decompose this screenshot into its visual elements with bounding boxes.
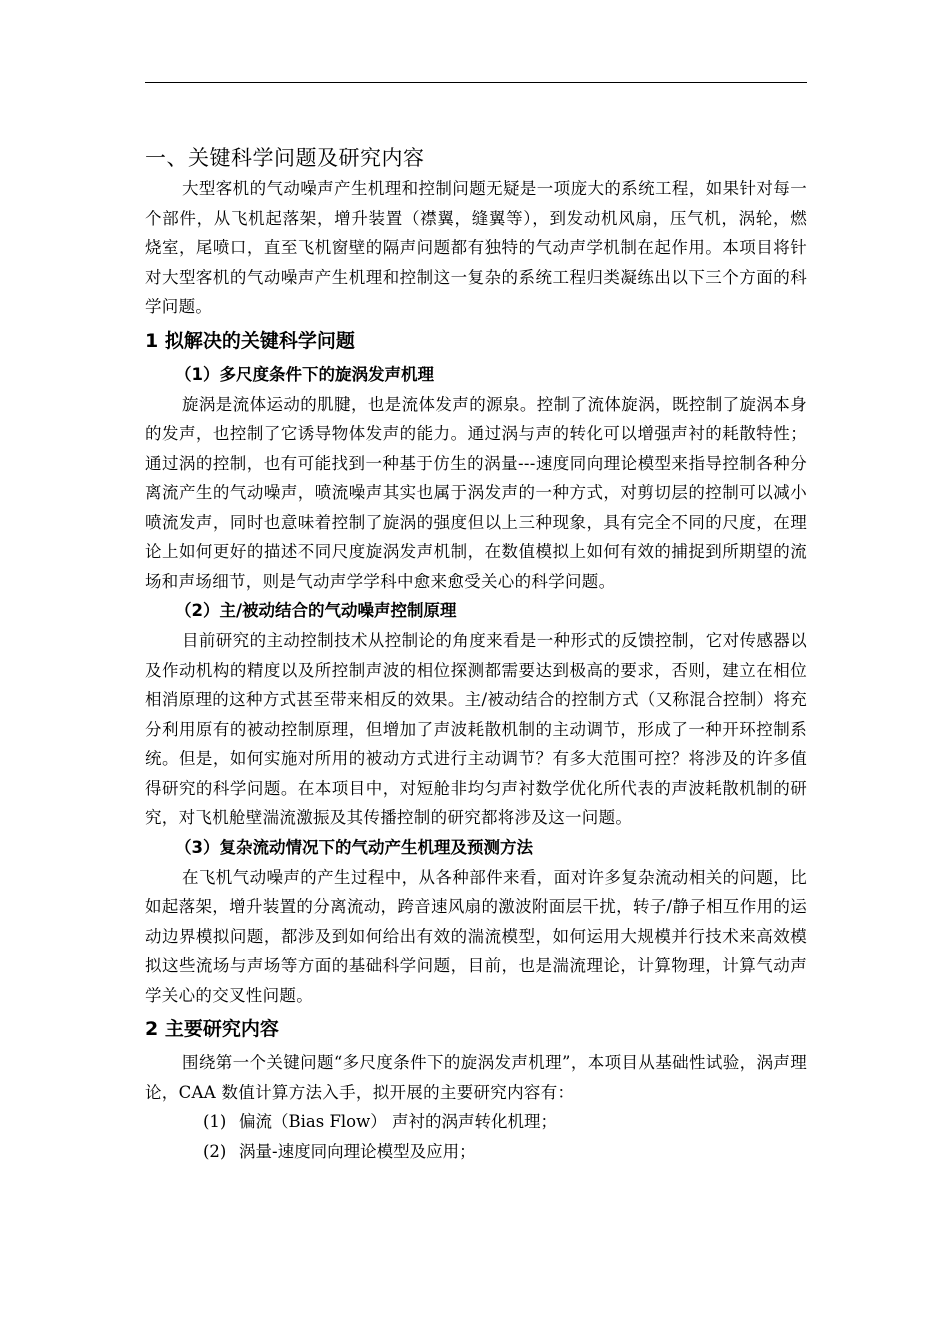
document-body (145, 142, 807, 1167)
section-intro-paragraph: 大型客机的气动噪声产生机理和控制问题无疑是一项庞大的系统工程，如果针对每一个部件，从飞机起落架，增升装置（襟翼，缝翼等），到发动机风扇，压气机，涡轮，燃烧室，尾喷口，直至飞机窗壁的隔声问题都有独特的气动声学机制在起作用。本项目将针对大型客机的气动噪声产生机理和控制这一复杂的系统工程归类凝练出以下三个方面的科学问题。 (145, 179, 807, 316)
part1-heading: 1 拟解决的关键科学问题 (145, 329, 355, 352)
subsection-2-paragraph: 目前研究的主动控制技术从控制论的角度来看是一种形式的反馈控制，它对传感器以及作动机构的精度以及所控制声波的相位探测都需要达到极高的要求，否则，建立在相位相消原理的这种方式甚至带来相反的效果。主/被动结合的控制方式（又称混合控制）将充分利用原有的被动控制原理，但增加了声波耗散机制的主动调节，形成了一种开环控制系统。但是，如何实施对所用的被动方式进行主动调节？有多大范围可控？将涉及的许多值得研究的科学问题。在本项目中，对短舱非均匀声衬数学优化所代表的声波耗散机制的研究，对飞机舱壁湍流激振及其传播控制的研究都将涉及这一问题。 (145, 631, 807, 827)
subsection-3-paragraph: 在飞机气动噪声的产生过程中，从各种部件来看，面对许多复杂流动相关的问题，比如起落架，增升装置的分离流动，跨音速风扇的激波附面层干扰，转子/静子相互作用的运动边界模拟问题，都涉及到如何给出有效的湍流模型，如何运用大规模并行技术来高效模拟这些流场与声场等方面的基础科学问题，目前，也是湍流理论，计算物理，计算气动声学关心的交叉性问题。 (145, 867, 807, 1005)
part2-intro-paragraph: 围绕第一个关键问题“多尺度条件下的旋涡发声机理”，本项目从基础性试验，涡声理论，CAA 数值计算方法入手，拟开展的主要研究内容有： (145, 1053, 807, 1102)
list-item-number: (2) (203, 1142, 227, 1161)
part2-heading: 2 主要研究内容 (145, 1018, 279, 1040)
subsection-3-heading: （3）复杂流动情况下的气动产生机理及预测方法 (175, 837, 533, 857)
list-item-text: 偏流（Bias Flow） 声衬的涡声转化机理； (239, 1112, 557, 1131)
list-item (145, 1137, 807, 1167)
section-title: 一、关键科学问题及研究内容 (145, 146, 425, 170)
subsection-2-heading: （2）主/被动结合的气动噪声控制原理 (175, 601, 457, 620)
list-item-number: (1) (203, 1112, 227, 1131)
list-item-text: 涡量-速度同向理论模型及应用； (239, 1142, 476, 1161)
header-rule (145, 82, 807, 83)
subsection-1-paragraph: 旋涡是流体运动的肌腱，也是流体发声的源泉。控制了流体旋涡，既控制了旋涡本身的发声，也控制了它诱导物体发声的能力。通过涡与声的转化可以增强声衬的耗散特性；通过涡的控制，也有可能找到一种基于仿生的涡量---速度同向理论模型来指导控制各种分离流产生的气动噪声，喷流噪声其实也属于涡发声的一种方式，对剪切层的控制可以减小喷流发声，同时也意味着控制了旋涡的强度但以上三种现象，具有完全不同的尺度，在理论上如何更好的描述不同尺度旋涡发声机制，在数值模拟上如何有效的捕捉到所期望的流场和声场细节，则是气动声学学科中愈来愈受关心的科学问题。 (145, 394, 807, 591)
subsection-1-heading: （1）多尺度条件下的旋涡发声机理 (175, 364, 434, 384)
list-item (145, 1107, 807, 1137)
